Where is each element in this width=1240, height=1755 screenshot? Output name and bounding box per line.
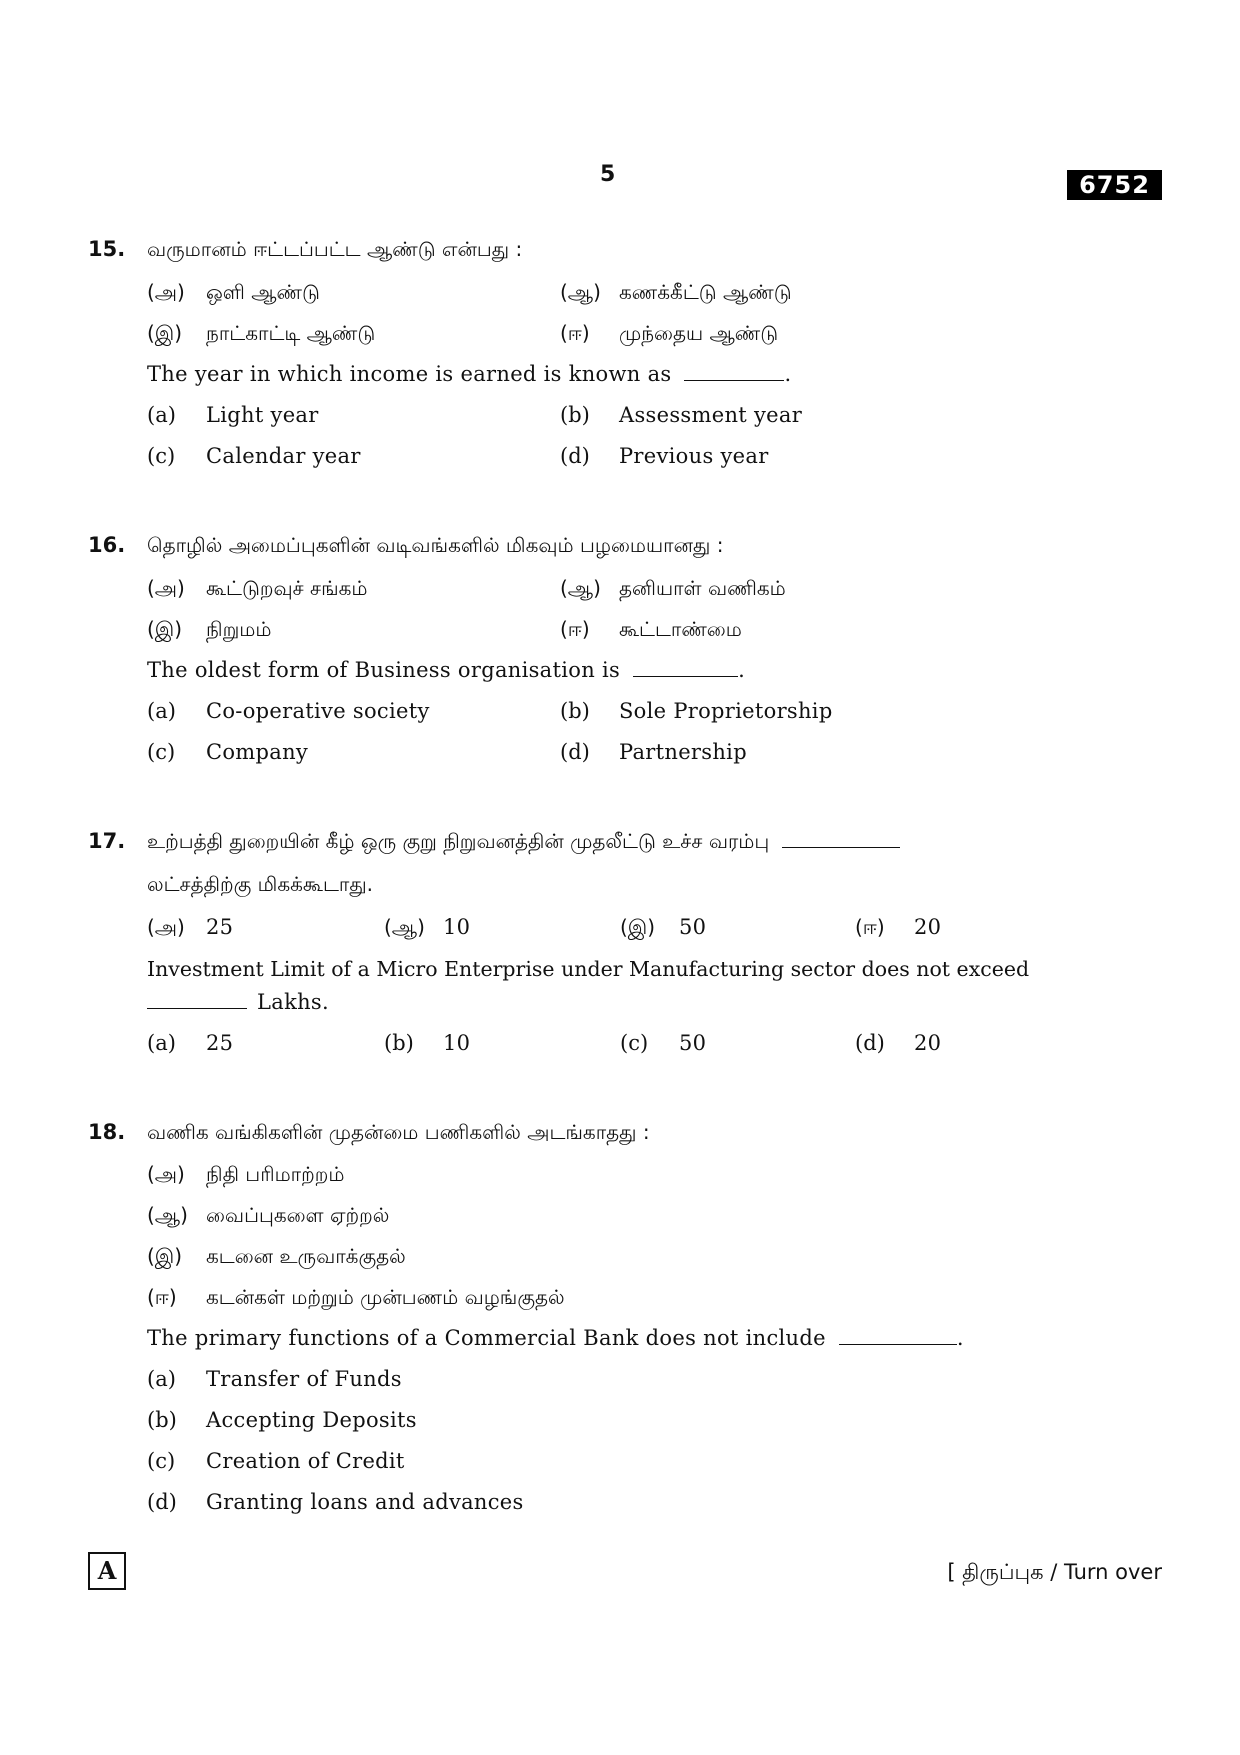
- english-option-text: Calendar year: [206, 444, 361, 468]
- tamil-stem: வருமானம் ஈட்டப்பட்ட ஆண்டு என்பது :: [147, 237, 523, 261]
- english-stem: Investment Limit of a Micro Enterprise under Manufacturing sector does not exceed: [147, 957, 1030, 981]
- english-option-text: Accepting Deposits: [206, 1408, 417, 1432]
- english-option-label: (b): [560, 699, 590, 723]
- page-number: 5: [600, 162, 616, 187]
- english-option-text: 20: [914, 1031, 942, 1055]
- tamil-option-text: நிதி பரிமாற்றம்: [206, 1162, 345, 1186]
- full-stop: .: [956, 1326, 964, 1350]
- english-option-label: (c): [620, 1031, 649, 1055]
- english-option-label: (d): [560, 740, 590, 764]
- tamil-option-text: கணக்கீட்டு ஆண்டு: [619, 280, 792, 304]
- tamil-option-label: (அ): [147, 915, 185, 939]
- english-option-label: (a): [147, 699, 176, 723]
- tamil-option-label: (ஆ): [147, 1203, 188, 1227]
- tamil-option-text: தனியாள் வணிகம்: [619, 576, 786, 600]
- tamil-option-text: 50: [679, 915, 707, 939]
- tamil-option-text: 10: [443, 915, 471, 939]
- english-option-text: Partnership: [619, 740, 747, 764]
- tamil-option-text: கூட்டுறவுச் சங்கம்: [206, 576, 368, 600]
- tamil-option-label: (அ): [147, 1162, 185, 1186]
- english-option-text: Sole Proprietorship: [619, 699, 833, 723]
- tamil-option-label: (ஈ): [560, 321, 590, 345]
- tamil-option-label: (இ): [147, 321, 183, 345]
- english-stem-continuation-line: [147, 990, 329, 1014]
- full-stop: .: [738, 658, 746, 682]
- question-number: 18.: [88, 1120, 126, 1144]
- tamil-option-text: நிறுமம்: [206, 617, 272, 641]
- english-option-text: Company: [206, 740, 309, 764]
- english-stem: The year in which income is earned is known as: [147, 362, 672, 386]
- tamil-option-text: கூட்டாண்மை: [619, 617, 742, 641]
- paper-code: 6752: [1067, 170, 1162, 200]
- question-number: 17.: [88, 829, 126, 853]
- tamil-stem-continuation: லட்சத்திற்கு மிகக்கூடாது.: [147, 872, 374, 896]
- tamil-stem: உற்பத்தி துறையின் கீழ் ஒரு குறு நிறுவனத்தின் முதலீட்டு உச்ச வரம்பு: [147, 829, 770, 853]
- tamil-option-label: (ஈ): [855, 915, 885, 939]
- tamil-option-label: (ஈ): [147, 1285, 177, 1309]
- tamil-option-text: நாட்காட்டி ஆண்டு: [206, 321, 376, 345]
- english-option-label: (d): [560, 444, 590, 468]
- english-option-text: Assessment year: [619, 403, 803, 427]
- english-option-label: (b): [384, 1031, 414, 1055]
- tamil-option-text: வைப்புகளை ஏற்றல்: [206, 1203, 390, 1227]
- answer-blank: [782, 829, 900, 848]
- english-option-label: (a): [147, 1367, 176, 1391]
- tamil-option-label: (ஈ): [560, 617, 590, 641]
- tamil-option-label: (ஆ): [384, 915, 425, 939]
- turn-over-text: [ திருப்புக / Turn over: [947, 1560, 1162, 1584]
- english-option-text: Granting loans and advances: [206, 1490, 524, 1514]
- english-option-label: (a): [147, 1031, 176, 1055]
- english-option-label: (a): [147, 403, 176, 427]
- english-stem-line: [147, 1326, 964, 1350]
- tamil-option-label: (ஆ): [560, 280, 601, 304]
- tamil-option-text: ஒளி ஆண்டு: [206, 280, 320, 304]
- question-number: 15.: [88, 237, 126, 261]
- english-option-label: (c): [147, 740, 176, 764]
- tamil-option-text: 20: [914, 915, 942, 939]
- tamil-option-label: (இ): [620, 915, 656, 939]
- english-option-text: Previous year: [619, 444, 769, 468]
- tamil-option-text: கடனை உருவாக்குதல்: [206, 1244, 406, 1268]
- english-option-label: (b): [147, 1408, 177, 1432]
- tamil-option-text: முந்தைய ஆண்டு: [619, 321, 779, 345]
- tamil-option-text: கடன்கள் மற்றும் முன்பணம் வழங்குதல்: [206, 1285, 565, 1309]
- english-stem-line: [147, 658, 745, 682]
- english-option-text: Transfer of Funds: [206, 1367, 402, 1391]
- tamil-option-label: (இ): [147, 617, 183, 641]
- english-option-label: (d): [855, 1031, 885, 1055]
- english-option-text: 10: [443, 1031, 471, 1055]
- tamil-option-label: (அ): [147, 280, 185, 304]
- tamil-stem-line: [147, 829, 900, 856]
- full-stop: .: [784, 362, 792, 386]
- question-number: 16.: [88, 533, 126, 557]
- answer-blank: [147, 990, 247, 1009]
- answer-blank: [684, 362, 784, 381]
- tamil-option-label: (அ): [147, 576, 185, 600]
- tamil-option-text: 25: [206, 915, 234, 939]
- tamil-stem: வணிக வங்கிகளின் முதன்மை பணிகளில் அடங்காதது :: [147, 1120, 650, 1144]
- english-option-label: (c): [147, 444, 176, 468]
- answer-blank: [633, 658, 738, 677]
- english-stem-line: [147, 362, 791, 386]
- tamil-option-label: (இ): [147, 1244, 183, 1268]
- english-stem-continuation: Lakhs.: [257, 990, 329, 1014]
- english-option-label: (c): [147, 1449, 176, 1473]
- english-stem: The oldest form of Business organisation is: [147, 658, 621, 682]
- english-stem: The primary functions of a Commercial Bank does not include: [147, 1326, 826, 1350]
- english-option-text: Creation of Credit: [206, 1449, 405, 1473]
- version-box: A: [88, 1552, 126, 1590]
- english-option-text: Light year: [206, 403, 319, 427]
- tamil-option-label: (ஆ): [560, 576, 601, 600]
- english-option-text: Co-operative society: [206, 699, 430, 723]
- english-option-text: 25: [206, 1031, 234, 1055]
- tamil-stem: தொழில் அமைப்புகளின் வடிவங்களில் மிகவும் பழமையானது :: [147, 533, 724, 557]
- english-option-label: (d): [147, 1490, 177, 1514]
- english-option-label: (b): [560, 403, 590, 427]
- answer-blank: [839, 1326, 957, 1345]
- english-option-text: 50: [679, 1031, 707, 1055]
